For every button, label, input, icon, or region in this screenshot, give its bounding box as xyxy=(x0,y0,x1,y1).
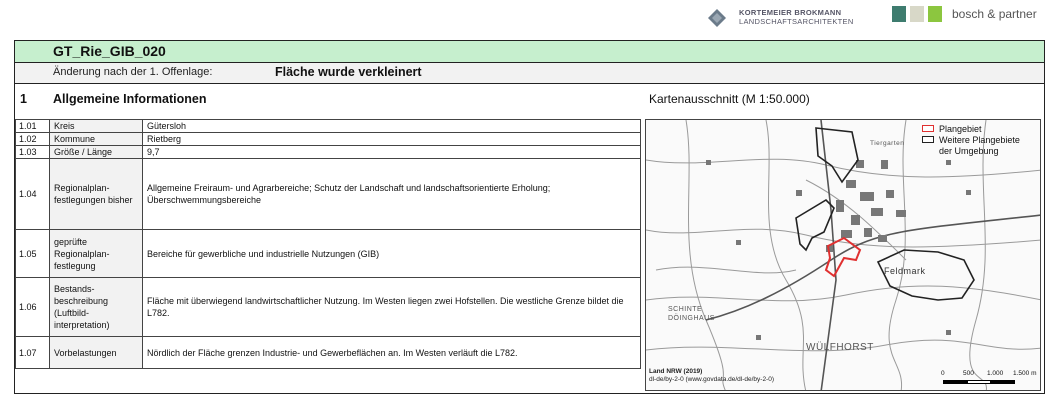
row-value: Allgemeine Freiraum- und Agrarbereiche; Schutz der Landschaft und landschaftsorientierte Erholung; Überschwemmungsbereiche xyxy=(143,159,641,230)
scale-segment-2 xyxy=(967,380,991,384)
map-label-tiergarten: Tiergarten xyxy=(870,140,905,147)
section-title: Allgemeine Informationen xyxy=(53,92,207,106)
legend-other-label: Weitere Plangebiete xyxy=(939,135,1020,145)
map-label-schinte: SCHINTE xyxy=(668,306,703,313)
map-scalebar xyxy=(929,370,1039,388)
bosch-logo-square-3 xyxy=(928,6,942,22)
bosch-logo-square-1 xyxy=(892,6,906,22)
change-value: Fläche wurde verkleinert xyxy=(275,65,422,79)
row-label: Kreis xyxy=(50,120,143,133)
row-value: Rietberg xyxy=(143,133,641,146)
map-credit-line1: Land NRW (2019) xyxy=(649,368,703,375)
map-excerpt xyxy=(645,119,1041,391)
change-row xyxy=(15,63,1044,84)
legend-plan-label: Plangebiet xyxy=(939,124,982,134)
scale-segment-1 xyxy=(943,380,967,384)
row-value: Bereiche für gewerbliche und industrielle Nutzungen (GIB) xyxy=(143,230,641,278)
general-info-table xyxy=(15,119,641,369)
map-credit-line2: dl-de/by-2-0 (www.govdata.de/dl-de/by-2-0) xyxy=(649,376,775,383)
table-row xyxy=(16,230,641,278)
bosch-logo-square-2 xyxy=(910,6,924,22)
row-label: Regionalplan-festlegungen bisher xyxy=(50,159,143,230)
row-number: 1.07 xyxy=(16,337,50,369)
table-row xyxy=(16,159,641,230)
map-credit xyxy=(649,368,774,384)
row-number: 1.05 xyxy=(16,230,50,278)
scale-label-1000: 1.000 xyxy=(987,370,1004,377)
row-label: Bestands-beschreibung (Luftbild-interpretation) xyxy=(50,278,143,337)
kortemeier-logo-icon xyxy=(707,8,727,28)
title-row xyxy=(15,41,1044,63)
section-header xyxy=(15,84,1044,114)
row-number: 1.03 xyxy=(16,146,50,159)
map-label-feldmark: Feldmark xyxy=(884,266,926,276)
row-value: Fläche mit überwiegend landwirtschaftlicher Nutzung. Im Westen liegen zwei Hofstellen. Die westliche Grenze bildet die L782. xyxy=(143,278,641,337)
scale-label-0: 0 xyxy=(941,370,945,377)
table-row xyxy=(16,337,641,369)
kortemeier-logo-text xyxy=(739,8,854,26)
legend-plan-area xyxy=(922,124,1020,135)
map-title: Kartenausschnitt (M 1:50.000) xyxy=(649,92,810,106)
section-number: 1 xyxy=(20,92,27,106)
row-number: 1.01 xyxy=(16,120,50,133)
row-value: 9,7 xyxy=(143,146,641,159)
logo1-line2: LANDSCHAFTSARCHITEKTEN xyxy=(739,17,854,26)
scale-label-500: 500 xyxy=(963,370,974,377)
legend-other-areas xyxy=(922,135,1020,146)
row-value: Gütersloh xyxy=(143,120,641,133)
table-row xyxy=(16,146,641,159)
area-id-title: GT_Rie_GIB_020 xyxy=(53,43,166,59)
row-label: Kommune xyxy=(50,133,143,146)
legend-plan-swatch xyxy=(922,125,934,132)
map-label-doeinghaus: DÖINGHAUS xyxy=(668,315,715,322)
info-sheet xyxy=(14,40,1045,394)
legend-other-label-line2: der Umgebung xyxy=(939,146,999,156)
scale-segment-3 xyxy=(991,380,1015,384)
row-number: 1.02 xyxy=(16,133,50,146)
map-legend xyxy=(922,124,1020,157)
table-row xyxy=(16,120,641,133)
row-label: Größe / Länge xyxy=(50,146,143,159)
legend-other-swatch xyxy=(922,136,934,143)
bosch-logo-text: bosch & partner xyxy=(952,7,1037,21)
row-value: Nördlich der Fläche grenzen Industrie- und Gewerbeflächen an. Im Westen verläuft die L782. xyxy=(143,337,641,369)
change-label: Änderung nach der 1. Offenlage: xyxy=(53,66,213,78)
row-label: geprüfte Regionalplan-festlegung xyxy=(50,230,143,278)
row-number: 1.04 xyxy=(16,159,50,230)
table-row xyxy=(16,133,641,146)
row-label: Vorbelastungen xyxy=(50,337,143,369)
table-row xyxy=(16,278,641,337)
header-logos xyxy=(0,0,1047,38)
logo1-line1: KORTEMEIER BROKMANN xyxy=(739,8,842,17)
row-number: 1.06 xyxy=(16,278,50,337)
map-label-wuelfhorst: WÜLFHORST xyxy=(806,342,874,353)
scale-label-1500: 1.500 m xyxy=(1013,370,1037,377)
